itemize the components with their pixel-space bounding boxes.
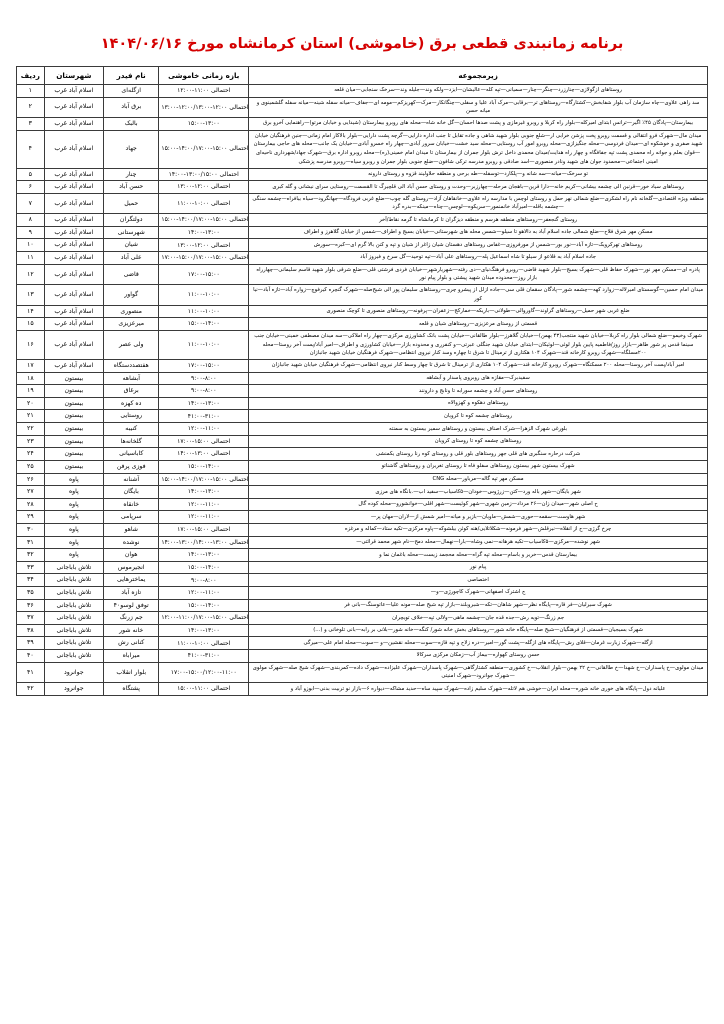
cell-area: روستای گنجعفر—روستاهای منطقه هرسم و منطقه دیزگران تا کرمانشاه تا گرمه نقاط/آخر xyxy=(249,214,708,227)
cell-outage-time: ۱۴:۰۰-۱۳:۰۰ xyxy=(159,549,249,562)
cell-city: تلاش باباجانی xyxy=(44,637,103,650)
cell-feeder-name: میراباه xyxy=(104,650,159,663)
table-row xyxy=(17,168,708,181)
cell-feeder-name: سرپامی xyxy=(104,511,159,524)
cell-feeder-name: حمیل xyxy=(104,193,159,213)
cell-city: بیستون xyxy=(44,397,103,410)
cell-row-number: ۳۲ xyxy=(17,549,45,562)
cell-area: شرکت درحاره سنگبری های قلی جهر روستاهای بلور قلی و روستای کوه رنا روستای یکمنشی xyxy=(249,448,708,461)
cell-area: جاده اسلام آباد به قلاعو از سیلو تا شاه اسماعیل پله—روستاهای علی آباد—تپه توحید—گل سرخ و فیروز آباد xyxy=(249,252,708,265)
cell-city: اسلام آباد غرب xyxy=(44,285,103,305)
table-row xyxy=(17,586,708,599)
cell-feeder-name: جم زرنگ xyxy=(104,612,159,625)
cell-feeder-name: چنار xyxy=(104,168,159,181)
cell-feeder-name: ازگله‌ای xyxy=(104,84,159,97)
cell-feeder-name: هفتصددستگاه xyxy=(104,360,159,373)
cell-row-number: ۸ xyxy=(17,214,45,227)
cell-feeder-name: خانقاه xyxy=(104,498,159,511)
cell-row-number: ۳۰ xyxy=(17,523,45,536)
cell-outage-time: ۱۴:۰۰-۱۳:۰۰ xyxy=(159,226,249,239)
cell-feeder-name: گلخانه‌ها xyxy=(104,435,159,448)
cell-area: قسمتی از روستای مرعزیزی—روستاهای شیان و قلعه xyxy=(249,318,708,331)
column-header-row: ردیف xyxy=(17,66,45,84)
cell-city: پاوه xyxy=(44,536,103,549)
table-row xyxy=(17,330,708,359)
cell-outage-time: ۱۵:۰۰-۱۴:۰۰/۱۷:۰۰-۱۵:۰۰ احتمالی xyxy=(159,214,249,227)
cell-area: پیام نور xyxy=(249,561,708,574)
table-row xyxy=(17,637,708,650)
cell-feeder-name: میرعزیزی xyxy=(104,318,159,331)
cell-feeder-name: شاهو xyxy=(104,523,159,536)
cell-row-number: ۷ xyxy=(17,193,45,213)
cell-city: جوانرود xyxy=(44,683,103,696)
cell-city: اسلام آباد غرب xyxy=(44,181,103,194)
cell-area: جم زرنگ—تویه رش—جده قده جان—چشمه ماهی—ولالی تپه—خلاف تویچران xyxy=(249,612,708,625)
table-row xyxy=(17,410,708,423)
cell-row-number: ۱۵ xyxy=(17,318,45,331)
cell-outage-time: ۱۲:۰۰-۱۱:۰۰ xyxy=(159,511,249,524)
cell-feeder-name: آبشاهه xyxy=(104,372,159,385)
cell-city: تلاش باباجانی xyxy=(44,586,103,599)
cell-city: پاوه xyxy=(44,498,103,511)
cell-city: تلاش باباجانی xyxy=(44,624,103,637)
cell-area: مسکن مهر شرق فلاح—ضلع شمالی جاده اسلام آباد به دالاهو تا سیلو—شمس محله های شهرستانی—خیابان بسیج و اطراف—شمس از خیابان گلاهرز و اطراف xyxy=(249,226,708,239)
cell-area: روستاهای حسن آباد و چشمه سورابه تا ونابج و دارونند xyxy=(249,385,708,398)
cell-area: روستاهای چشمه کوه تا روستای کرویان xyxy=(249,435,708,448)
cell-outage-time: ۴۱:۰۰-۳۱:۰۰ xyxy=(159,650,249,663)
cell-area: تو سرخک—میانه—سه شانه و—پلکارد—توسفله—طه برحی و منطقه حلاولیند قزوه و روستای دارونه xyxy=(249,168,708,181)
cell-area: میدان مولوی—خ پاسداران—خ شهدا—خ طالقانی—خ ۲۲ بهمن—بلوار انقلاب—خ کشوری—منطقه کشتارگاهی—شهرک پاسداران—شهرک علیزاده—شهرک داده—کمربندی—شهرک شیخ صله—شهرک مولوی—شهرک جوانرود—شهرک امنیتی xyxy=(249,662,708,682)
cell-outage-time: ۱۳:۰۰-۱۲:۰۰/۱۳:۰۰-۱۲:۰۰ احتمالی xyxy=(159,97,249,117)
cell-outage-time: ۱۵:۰۰-۱۴:۰۰ xyxy=(159,318,249,331)
cell-feeder-name: بلوار انقلاب xyxy=(104,662,159,682)
cell-outage-time: ۱۳:۰۰-۱۲:۰۰ احتمالی xyxy=(159,181,249,194)
table-row xyxy=(17,239,708,252)
cell-row-number: ۱۲ xyxy=(17,264,45,284)
cell-outage-time: ۱۱:۰۰-۱۰:۰۰ xyxy=(159,330,249,359)
cell-city: اسلام آباد غرب xyxy=(44,193,103,213)
cell-row-number: ۹ xyxy=(17,226,45,239)
cell-row-number: ۴ xyxy=(17,130,45,168)
table-row xyxy=(17,360,708,373)
table-header xyxy=(17,66,708,84)
cell-city: اسلام آباد غرب xyxy=(44,168,103,181)
cell-area: ازگله—شهرک زیارت غرمان—قلای رش—پایگاه های ازگله—پشت گور—امیر—دره زلاح و تپه قازه—سوت—محله نقشین—و —سوت—محله امام علی—میرگی xyxy=(249,637,708,650)
column-header-feeder: نام فیدر xyxy=(104,66,159,84)
cell-row-number: ۲۱ xyxy=(17,410,45,423)
table-row xyxy=(17,181,708,194)
cell-row-number: ۲۰ xyxy=(17,397,45,410)
cell-city: اسلام آباد غرب xyxy=(44,226,103,239)
cell-area: روستاهای سیاد خور—قرنین الی چشمه بیشانی—کریم خانه—دارا قرین—باهجان مرحله—چهارزبر—وحدت و روستای حسن آباد الی قلچیرگ تا القسمت—روستایی سرای نیشانی و گله کبری xyxy=(249,181,708,194)
cell-area: روستاهای دهکوه و کهزوالاه xyxy=(249,397,708,410)
table-row xyxy=(17,473,708,486)
cell-city: اسلام آباد غرب xyxy=(44,239,103,252)
cell-outage-time: ۱۵:۰۰-۱۱:۰۰ احتمالی xyxy=(159,683,249,696)
cell-row-number: ۲ xyxy=(17,97,45,117)
table-row xyxy=(17,385,708,398)
cell-outage-time: ۱۵:۰۰-۱۴:۰۰ xyxy=(159,599,249,612)
cell-row-number: ۲۵ xyxy=(17,460,45,473)
cell-area: سد راهی علاوی—چاه سازمان آب بلوار شفابخش—کشتارگاه—روستاهای تر—برقابی—مرک آباد علیا و سفلی—چنگانکار—مرک—کهریزکم—مومه ای—جفاف—میانه سفله شینه—میانه سفله گلشمینوی و میانه حسن xyxy=(249,97,708,117)
cell-row-number: ۲۲ xyxy=(17,423,45,436)
cell-city: اسلام آباد غرب xyxy=(44,97,103,117)
cell-area: شهرک سیرلیان—فر قاره—پایگاه نظر—شهر شاهان—تکه—شبروبلند—بازار تپه شیخ صله—مونه علیا—عاتوسنگ—بانی فر xyxy=(249,599,708,612)
cell-city: بیستون xyxy=(44,410,103,423)
cell-outage-time: ۱۴:۰۰-۱۳:۰۰ xyxy=(159,486,249,499)
cell-feeder-name: گواور xyxy=(104,285,159,305)
cell-area: سفیدبرک—مقازه های روبروی پاسدار و آبشاهه xyxy=(249,372,708,385)
cell-city: پاوه xyxy=(44,486,103,499)
cell-area: بیمارستان قدس—خریر و باسام—محله تپه گراه—محله محجمد زیست—محله باغمان نما و xyxy=(249,549,708,562)
cell-outage-time: ۱۲:۰۰-۱۱:۰۰ xyxy=(159,586,249,599)
table-row xyxy=(17,624,708,637)
table-row xyxy=(17,318,708,331)
cell-outage-time: ۹:۰۰-۸:۰۰ xyxy=(159,385,249,398)
cell-feeder-name: دولتگران xyxy=(104,214,159,227)
cell-outage-time: ۱۴:۰۰-۱۳:۰۰/۱۴:۰۰-۱۳:۰۰ احتمالی xyxy=(159,536,249,549)
cell-outage-time: ۱۳:۰۰-۱۲:۰۰ احتمالی xyxy=(159,239,249,252)
cell-area: مسکن مهر تپه گاله—مریاور—محله CNG xyxy=(249,473,708,486)
cell-outage-time: ۱۴:۰۰-۱۳:۰۰ احتمالی xyxy=(159,448,249,461)
cell-feeder-name: یماخترهایی xyxy=(104,574,159,587)
table-row xyxy=(17,523,708,536)
cell-feeder-name: شیان xyxy=(104,239,159,252)
cell-area: شهر هاوست—سقمه—حوری—شمش—ماویان—بازیر و میانه—امیر شمش از—لاران—مهان پر— xyxy=(249,511,708,524)
cell-city: بیستون xyxy=(44,448,103,461)
cell-area: ج اشترک اصفهانی—شهرک کاچورژی—و— xyxy=(249,586,708,599)
cell-city: جوانرود xyxy=(44,662,103,682)
cell-outage-time: ۱۷:۰۰-۱۵:۰۰ احتمالی xyxy=(159,523,249,536)
cell-outage-time: ۱۱:۰۰-۱۰:۰۰ احتمالی xyxy=(159,193,249,213)
cell-feeder-name: بالبک xyxy=(104,117,159,130)
cell-feeder-name: حسن آباد xyxy=(104,181,159,194)
cell-feeder-name: روستایی xyxy=(104,410,159,423)
cell-city: اسلام آباد غرب xyxy=(44,252,103,265)
cell-area: علیانه دول—پایگاه های خوری خانه شوره—محله ایران—خوشی هم لاتله—شهرک سلیم زاده—شهرک سپید ساه—حدید مشاکه—دیواره ۶—بازار نو تربیت بدنی—ابوزو آباد و xyxy=(249,683,708,696)
table-row xyxy=(17,423,708,436)
cell-area: ضلع غربی شهر حمیل—روستاهای گراوند—گاوروالی—طولانی—باریکه—خمارکج—زعفران—پرفونه—روستاهای منصوری تا کوچک منصوری xyxy=(249,305,708,318)
table-row xyxy=(17,549,708,562)
cell-row-number: ۳۴ xyxy=(17,574,45,587)
cell-row-number: ۳۳ xyxy=(17,561,45,574)
table-row xyxy=(17,435,708,448)
table-row xyxy=(17,226,708,239)
cell-feeder-name: فوزی پرفن xyxy=(104,460,159,473)
cell-row-number: ۱۹ xyxy=(17,385,45,398)
column-header-city: شهرستان xyxy=(44,66,103,84)
cell-outage-time: ۱۱:۰۰-۱۰:۰۰ xyxy=(159,305,249,318)
cell-row-number: ۱ xyxy=(17,84,45,97)
table-row xyxy=(17,561,708,574)
cell-city: اسلام آباد غرب xyxy=(44,318,103,331)
table-row xyxy=(17,193,708,213)
cell-outage-time: ۹:۰۰-۸:۰۰ xyxy=(159,574,249,587)
cell-area: شهر بایگان—شهر باله ورد—کتن—زرژوس—خودان—۵کاسیاب—سفید اب—.بانگاه های مرزی xyxy=(249,486,708,499)
table-row xyxy=(17,448,708,461)
cell-outage-time: ۱۵:۰۰-۱۴:۰۰/۱۷:۰۰-۱۵:۰۰ احتمالی xyxy=(159,130,249,168)
cell-row-number: ۵ xyxy=(17,168,45,181)
table-row xyxy=(17,486,708,499)
outage-schedule-table xyxy=(16,66,708,696)
cell-feeder-name: تازه آباد xyxy=(104,586,159,599)
table-row xyxy=(17,536,708,549)
cell-outage-time: ۱۴:۰۰-۱۳:۰۰ xyxy=(159,397,249,410)
cell-feeder-name: کنانی رش xyxy=(104,637,159,650)
cell-area: اختصاصی xyxy=(249,574,708,587)
cell-outage-time: ۱۷:۰۰-۱۵:۰۰/۱۲:۰۰-۱۱:۰۰ xyxy=(159,662,249,682)
table-row xyxy=(17,285,708,305)
cell-area: چرخ گرژی—ح از انقلاه—نیرقلش—شهر فرمونه—شکلاتلایی/هنه کوئن بیلشوکه—پاوه مرکزی—تکیه ستاد—کماله و مرغزه xyxy=(249,523,708,536)
cell-feeder-name: بایگان xyxy=(104,486,159,499)
cell-city: اسلام آباد غرب xyxy=(44,130,103,168)
cell-row-number: ۴۲ xyxy=(17,683,45,696)
cell-row-number: ۱۸ xyxy=(17,372,45,385)
table-header-row xyxy=(17,66,708,84)
table-row xyxy=(17,574,708,587)
table-row xyxy=(17,305,708,318)
cell-row-number: ۱۷ xyxy=(17,360,45,373)
cell-row-number: ۱۴ xyxy=(17,305,45,318)
cell-area: شهرک وخیمو—ضلع شمالی بلوار راه کربلا—خیابان شهید منتجب(۴۳ بهمن)—خیابان گلاهرز—بلوار طالقانی—خیابان پشت بانک کشاورزی مرکزی—چهار راه املاکی—سه میدان مصطفی خمینی—خیابان جنب سینما قدس پر شور طاهر—بازار روز/فاطمیه پایین بلوار لوئی—لوئیکان—ابتدای خیابان شهید جنگلی عبرتی—و کنفرری و محدوده بازار—خیابان کشاورزی و اطراف—امیر آباد/پست آخر روستا—محله ۲۰۰مسلگاه—شهرک روبرو کارخانه قند—شهرک ۱۰۴ هکتاری از ترمینال تا شرق تا چهاره وسد کنار نیروی انتظامی—شهرک فرهنگیان خیابان شهید جانبازان xyxy=(249,330,708,359)
cell-row-number: ۳۶ xyxy=(17,599,45,612)
cell-city: تلاش باباجانی xyxy=(44,561,103,574)
cell-outage-time: ۴۱:۰۰-۳۱:۰۰ xyxy=(159,410,249,423)
cell-feeder-name: قاضی xyxy=(104,264,159,284)
cell-feeder-name: پشتگاه xyxy=(104,683,159,696)
cell-city: پاوه xyxy=(44,523,103,536)
cell-row-number: ۳ xyxy=(17,117,45,130)
cell-area: ح اصلی شهر—میدان زان—۲۶ مرداد—زمین شهری—شهر کوئیست—شهر اقلی—خوانشورو—محله کوده گال xyxy=(249,498,708,511)
cell-city: بیستون xyxy=(44,435,103,448)
cell-city: تلاش باباجانی xyxy=(44,612,103,625)
cell-outage-time: ۱۷:۰۰-۱۵:۰۰ xyxy=(159,264,249,284)
cell-feeder-name: ده کهزه xyxy=(104,397,159,410)
cell-feeder-name: انجیرموس xyxy=(104,561,159,574)
cell-outage-time: ۱۵:۰۰-۱۴:۰۰ xyxy=(159,561,249,574)
cell-city: تلاش باباجانی xyxy=(44,599,103,612)
cell-city: بیستون xyxy=(44,423,103,436)
cell-area: بیمارستان—پادگان ۴۵٪ اگیر—ترانس ابتدای امیرکله—بلوار راه کربلا و روبرو غیرمازی و پشت صدها احسان—گل خانه شاه—محله های روبرو بیمارستان (شیدایی و خیابان مرتو)—راهنمایی آخرو برق xyxy=(249,117,708,130)
cell-feeder-name: شهرستانی xyxy=(104,226,159,239)
cell-city: پاوه xyxy=(44,549,103,562)
table-row xyxy=(17,84,708,97)
cell-outage-time: ۹:۰۰-۸:۰۰ xyxy=(159,372,249,385)
cell-outage-time: ۱۲:۰۰-۱۱:۰۰ احتمالی xyxy=(159,84,249,97)
cell-row-number: ۳۷ xyxy=(17,612,45,625)
cell-row-number: ۲۴ xyxy=(17,448,45,461)
table-row xyxy=(17,97,708,117)
cell-outage-time: ۱۷:۰۰-۱۵:۰۰ xyxy=(159,360,249,373)
cell-area: حسن روستای کهواره—بیماز آب—زمکان مرکزی سرکالا xyxy=(249,650,708,663)
column-header-time: بازه زمانی خاموشی xyxy=(159,66,249,84)
cell-row-number: ۴۱ xyxy=(17,662,45,682)
table-row xyxy=(17,683,708,696)
cell-outage-time: ۱۲:۰۰-۱۱:۰۰ xyxy=(159,498,249,511)
table-row xyxy=(17,372,708,385)
cell-feeder-name: ولی عصر xyxy=(104,330,159,359)
cell-feeder-name: برغاق xyxy=(104,385,159,398)
cell-city: بیستون xyxy=(44,372,103,385)
cell-feeder-name: کاباسیانی xyxy=(104,448,159,461)
cell-row-number: ۲۶ xyxy=(17,473,45,486)
table-row xyxy=(17,498,708,511)
cell-city: اسلام آباد غرب xyxy=(44,330,103,359)
cell-city: اسلام آباد غرب xyxy=(44,84,103,97)
cell-area: میدان مال—شهرک فرو انتقالی و قسمت روبرو پخت پزشن خرابی ار—شلع جنوبی بلوار شهید شاهی و جاده تقابل تا جنب اداره دارایی—گرچه پشت دارایی—بلوار بالاکار امام زمانی—جنین فرهنگیان خیابان شهید صفری و خوشکوه ای—میدان فردوسی—محله جنگیزازی—محله روبرو امور آب روستایی—محله سید خشت—خیابان سرور آبادی—چهار راه خسرو آبادی—خیابان یک جانب—محله های حاجی بیمارستان—قوان بعلم و جوانه راه محمدی پشت تپه جفافگاه و چهار راه هدایت/میدان محمدی داخل ترش بلوار جمران از بیمارستان تا میدان امام خمینی(ره)—محله روبرو اداره برق—شهرک جهاد/شهرداری ناحیه‌ای امینی اجتماعی—محمدود جوان های شهید ونادر منصوری—اسد صادقی و روبرو مدرسه ترکی شافون—ضلع جنوبی بلوار جمران و روبرو سیاه—روبرو مدرسه پزشکی xyxy=(249,130,708,168)
cell-outage-time: ۱۱:۰۰-۱۰:۰۰ احتمالی xyxy=(159,637,249,650)
cell-outage-time: ۱۴:۰۰-۱۳:۰۰/۱۵:۰۰ احتمالی xyxy=(159,168,249,181)
cell-feeder-name: هوان xyxy=(104,549,159,562)
cell-feeder-name: نوشده xyxy=(104,536,159,549)
cell-city: اسلام آباد غرب xyxy=(44,264,103,284)
cell-row-number: ۳۱ xyxy=(17,536,45,549)
cell-feeder-name: جهاد xyxy=(104,130,159,168)
cell-feeder-name: کنیبه xyxy=(104,423,159,436)
cell-row-number: ۲۳ xyxy=(17,435,45,448)
cell-area: روستاهای چشمه کوه تا کرویان xyxy=(249,410,708,423)
cell-outage-time: ۱۴:۰۰-۱۳:۰۰ xyxy=(159,624,249,637)
cell-area: منطقه ویژه اقتصادی—گلخانه نام راه لشکری—ضلع شمالی نهر حمل و روستای لوچس با مدارسه راه علاوی—خانقاهان آزاد—روستای گله چوب—ضلع غربی فرودگاه—جهانگرود—سیاه بیافراه—چشمه سنگی—چشمه باقله—امیرآباد خانمنمور—سریکوه—لوچس—چناه—مینکه—بدره گرد xyxy=(249,193,708,213)
cell-row-number: ۲۸ xyxy=(17,498,45,511)
cell-row-number: ۱۳ xyxy=(17,285,45,305)
table-row xyxy=(17,612,708,625)
cell-outage-time: ۱۵:۰۰-۱۴:۰۰/۱۷:۰۰-۱۵:۰۰ احتمالی xyxy=(159,473,249,486)
column-header-area: زیرمجموعه xyxy=(249,66,708,84)
cell-city: اسلام آباد غرب xyxy=(44,360,103,373)
cell-city: اسلام آباد غرب xyxy=(44,117,103,130)
cell-row-number: ۲۷ xyxy=(17,486,45,499)
cell-outage-time: ۱۲:۰۰-۱۱:۰۰ xyxy=(159,423,249,436)
cell-feeder-name: توفق لوسو۴۰ xyxy=(104,599,159,612)
cell-city: پاوه xyxy=(44,473,103,486)
table-row xyxy=(17,214,708,227)
cell-city: بیستون xyxy=(44,385,103,398)
cell-area: میدان امام حسین—گوسستای امیرلاله—زوارد کهه—چشمه شور—پادگان سقمان قلی سی—جاده ازلل از پیشرو چری—روستاهای سلیمان پور الی شیخ‌صله—شهرک گنچره کیرفوچ—زواره آباد—تازه آباد—نیا کور xyxy=(249,285,708,305)
cell-feeder-name: برق آباد xyxy=(104,97,159,117)
table-row xyxy=(17,650,708,663)
table-body xyxy=(17,84,708,695)
cell-feeder-name: منصوری xyxy=(104,305,159,318)
cell-row-number: ۶ xyxy=(17,181,45,194)
cell-city: اسلام آباد غرب xyxy=(44,305,103,318)
cell-outage-time: ۱۷:۰۰-۱۵:۰۰ احتمالی xyxy=(159,435,249,448)
table-row xyxy=(17,252,708,265)
table-row xyxy=(17,511,708,524)
table-row xyxy=(17,599,708,612)
cell-area: بلورغی شهرک الزهرا—شرک اصناف بیستون و روستاهای سمیر بیستون به سمنته xyxy=(249,423,708,436)
cell-area: روستاهای تهرکرویک—تازه آباد—نور بور—شمس از مورفروزی—غفاس روستاهای دهستان شیان زاغر از شیان و تپه و کنن بالا گرم ای—کبره—سورش xyxy=(249,239,708,252)
cell-feeder-name: علی آباد xyxy=(104,252,159,265)
cell-row-number: ۳۹ xyxy=(17,637,45,650)
table-row xyxy=(17,117,708,130)
cell-row-number: ۴۰ xyxy=(17,650,45,663)
cell-area: امیر آباد/پست آخر روستا—محله ۲۰۰ مسکنگاه—شهرک روبرو کارخانه قند—شهرک ۱۰۴ هکتاری از ترمینال تا شرق تا چهار وسط کنار نیروی انتظامی—شهرک فرهنگیان خیابان شهید جانبازان xyxy=(249,360,708,373)
cell-area: شهر نوشده—مرکزی—۵کاسیاب—تکیه هرهانه—نمی وشاه—بارا—نهمال—محله دمح—نام شهر محمد قرائتی— xyxy=(249,536,708,549)
cell-outage-time: ۱۱:۰۰-۱۰:۰۰ xyxy=(159,285,249,305)
cell-city: بیستون xyxy=(44,460,103,473)
table-row xyxy=(17,460,708,473)
cell-area: روستاهای ازگولازی—چنارزرد—چنگر—چنار—سمیانی—تپه کله—عالیشان—ایزد—ولکه وند—جلیله وند—سرخک سنجابی—میان قلعه xyxy=(249,84,708,97)
cell-row-number: ۲۹ xyxy=(17,511,45,524)
cell-row-number: ۱۰ xyxy=(17,239,45,252)
table-row xyxy=(17,662,708,682)
cell-outage-time: ۱۲:۰۰-۱۱:۰۰/۱۷:۰۰-۱۵:۰۰ احتمالی xyxy=(159,612,249,625)
cell-row-number: ۳۵ xyxy=(17,586,45,599)
cell-outage-time: ۱۷:۰۰-۱۵:۰۰/۱۷:۰۰-۱۵:۰۰ احتمالی xyxy=(159,252,249,265)
cell-row-number: ۳۸ xyxy=(17,624,45,637)
cell-feeder-name: خانه شور xyxy=(104,624,159,637)
page-title: برنامه زمانبندی قطعی برق (خاموشی) استان کرمانشاه مورخ ۱۴۰۴/۰۶/۱۶ xyxy=(100,36,624,52)
cell-city: تلاش باباجانی xyxy=(44,650,103,663)
table-row xyxy=(17,397,708,410)
cell-outage-time: ۱۵:۰۰-۱۴:۰۰ xyxy=(159,460,249,473)
cell-area: پادره ای—مسکن مهر نور—شهرک حفاظ قلی—شهرک بسیج—بلوار شهید قاضی—روبرو فرهنگ‌نیای—دی رفته—شهریارشهر—خیابان فردی فرشتی قلی—ضلع شرقی بلوار شهید قاسم سلیمانی—چهارراه بازار روز—محدوده میدان شهید پیشتی و بلوار پیام نور xyxy=(249,264,708,284)
cell-city: تلاش باباجانی xyxy=(44,574,103,587)
cell-city: پاوه xyxy=(44,511,103,524)
cell-feeder-name: آشنانه xyxy=(104,473,159,486)
table-row xyxy=(17,130,708,168)
cell-area: شهرک بسیجیان—قسمتی از فرهنگیان—شیخ صله—پایگاه خانه شور—روستاهای بخش خانه شور/ کنگه—خانه شور—بلانی بر رابه—بانی تلوخانی و (...) xyxy=(249,624,708,637)
cell-outage-time: ۱۵:۰۰-۱۳:۰۰ xyxy=(159,117,249,130)
cell-row-number: ۱۶ xyxy=(17,330,45,359)
cell-area: شهرک بیستون شهر بیستون روستاهای سفلو فاه تا روستای تغریران و روستاهای گاشناتو xyxy=(249,460,708,473)
cell-city: اسلام آباد غرب xyxy=(44,214,103,227)
cell-row-number: ۱۱ xyxy=(17,252,45,265)
table-row xyxy=(17,264,708,284)
